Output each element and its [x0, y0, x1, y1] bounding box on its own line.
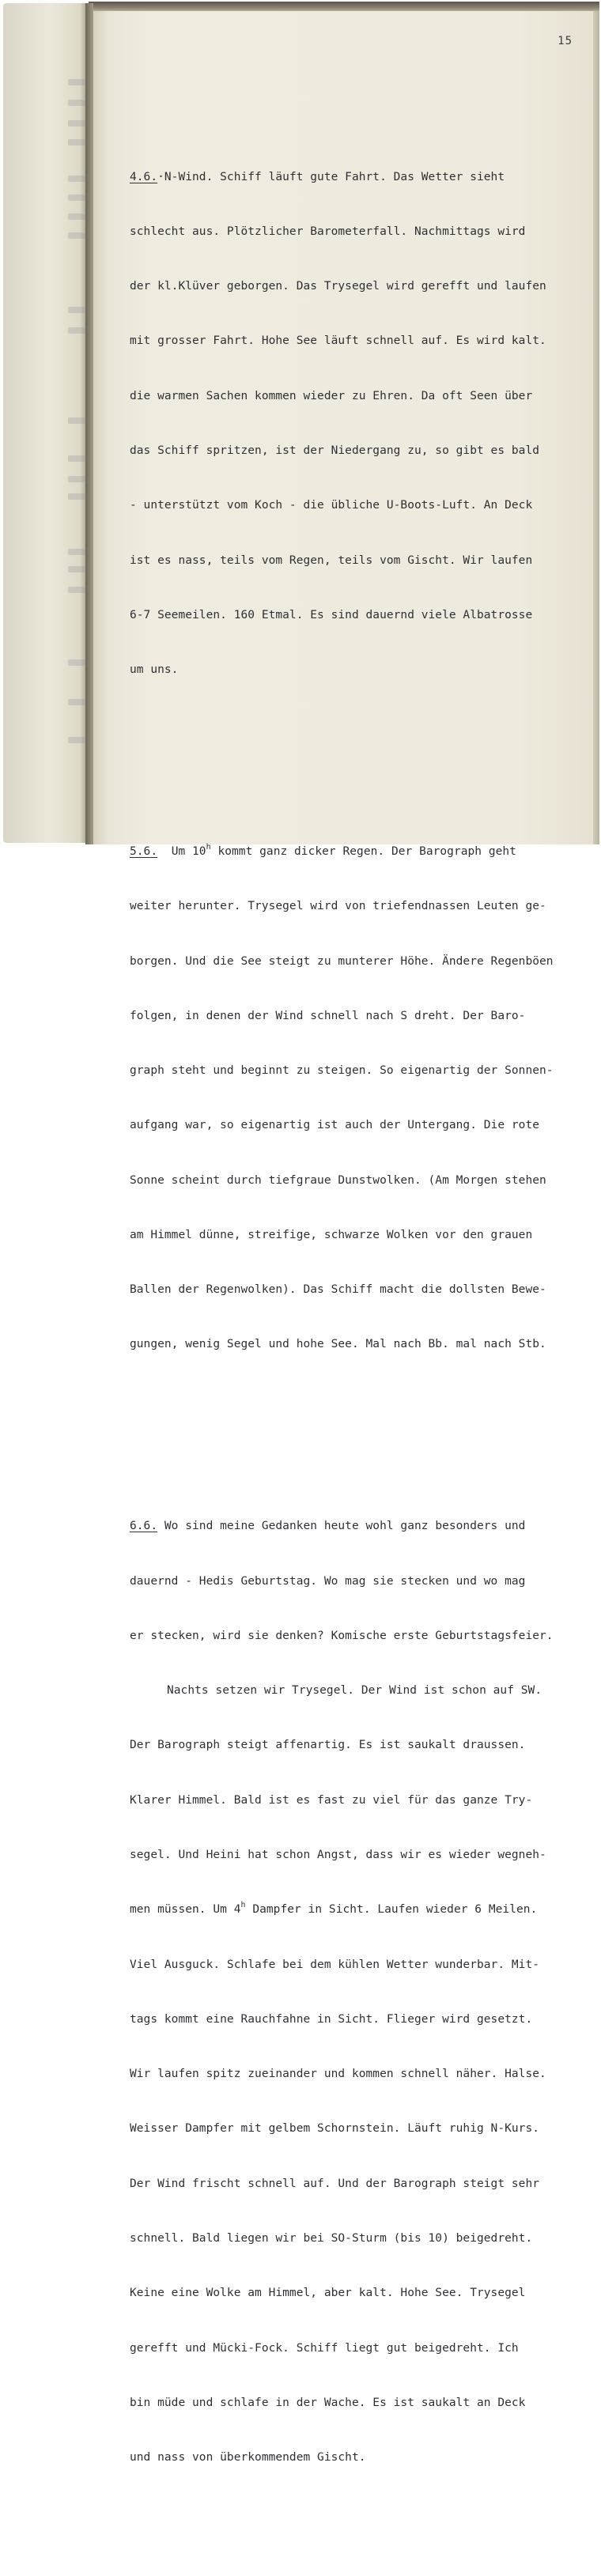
page-number: 15	[558, 35, 573, 47]
text-line: Der Wind frischt schnell auf. Und der Barograph steigt sehr	[130, 2177, 540, 2190]
text-line: weiter herunter. Trysegel wird von triefendnassen Leuten ge-	[130, 900, 546, 913]
diary-page	[89, 11, 593, 2465]
entry-date: 6.6.	[130, 1520, 158, 1533]
text-line: ist es nass, teils vom Regen, teils vom Gischt. Wir laufen	[130, 553, 533, 567]
text-line: 6.6. Wo sind meine Gedanken heute wohl ganz besonders und	[130, 1520, 526, 1533]
text-line: mit grosser Fahrt. Hohe See läuft schnell auf. Es wird kalt.	[130, 334, 546, 348]
text-line: 4.6.·N-Wind. Schiff läuft gute Fahrt. Das Wetter sieht	[130, 170, 505, 183]
text-line: - unterstützt vom Koch - die übliche U-Boots-Luft. An Deck	[130, 499, 533, 512]
entry-4-6	[130, 131, 580, 716]
text-line: Viel Ausguck. Schlafe bei dem kühlen Wetter wunderbar. Mit-	[130, 1958, 540, 1971]
entry-date: 4.6.	[130, 170, 158, 183]
text-line: der kl.Klüver geborgen. Das Trysegel wird gerefft und laufen	[130, 280, 546, 293]
text-line: men müssen. Um 4$^h$ Dampfer in Sicht. Laufen wieder 6 Meilen.	[130, 1901, 538, 1917]
entry-date: 5.6.	[130, 844, 158, 858]
text-line: Der Barograph steigt affenartig. Es ist saukalt draussen.	[130, 1739, 526, 1752]
text-line: und nass von überkommendem Gischt.	[130, 2451, 366, 2465]
text-line: die warmen Sachen kommen wieder zu Ehren. Da oft Seen über	[130, 389, 533, 402]
text-line: folgen, in denen der Wind schnell nach S dreht. Der Baro-	[130, 1009, 526, 1022]
text-line: gerefft und Mücki-Fock. Schiff liegt gut beigedreht. Ich	[130, 2341, 519, 2355]
book-gutter	[85, 3, 93, 844]
text-line: borgen. Und die See steigt zu munterer Höhe. Ändere Regenböen	[130, 954, 554, 968]
entry-6-6	[130, 1481, 580, 2503]
text-line: das Schiff spritzen, ist der Niedergang zu, so gibt es bald	[130, 444, 540, 457]
text-line: um uns.	[130, 663, 179, 677]
text-line: bin müde und schlafe in der Wache. Es ist saukalt an Deck	[130, 2396, 526, 2409]
text-line: schlecht aus. Plötzlicher Barometerfall. Nachmittags wird	[130, 225, 526, 238]
text-line: gungen, wenig Segel und hohe See. Mal nach Bb. mal nach Stb.	[130, 1338, 546, 1351]
text-line: Keine eine Wolke am Himmel, aber kalt. Hohe See. Trysegel	[130, 2287, 526, 2300]
entry-5-6	[130, 806, 580, 1391]
text-line: schnell. Bald liegen wir bei SO-Sturm (bis 10) beigedreht.	[130, 2231, 533, 2245]
text-line: Ballen der Regenwolken). Das Schiff macht die dollsten Bewe-	[130, 1283, 546, 1297]
text-line: aufgang war, so eigenartig ist auch der Untergang. Die rote	[130, 1119, 540, 1132]
facing-page-edge	[3, 3, 89, 843]
text-line: er stecken, wird sie denken? Komische erste Geburtstagsfeier.	[130, 1629, 554, 1642]
text-line: segel. Und Heini hat schon Angst, dass wir es wieder wegneh-	[130, 1849, 546, 1861]
text-line: 5.6. Um 10$^h$ kommt ganz dicker Regen. Der Barograph geht	[130, 842, 516, 858]
text-line: am Himmel dünne, streifige, schwarze Wolken vor den grauen	[130, 1228, 533, 1241]
text-line: Klarer Himmel. Bald ist es fast zu viel für das ganze Try-	[130, 1793, 533, 1807]
diary-text	[130, 59, 580, 2576]
text-line: graph steht und beginnt zu steigen. So eigenartig der Sonnen-	[130, 1064, 554, 1078]
text-line: tags kommt eine Rauchfahne in Sicht. Flieger wird gesetzt.	[130, 2012, 533, 2026]
text-line: Weisser Dampfer mit gelbem Schornstein. Läuft ruhig N-Kurs.	[130, 2122, 540, 2136]
text-line: Nachts setzen wir Trysegel. Der Wind ist schon auf SW.	[167, 1684, 542, 1698]
text-line: 6-7 Seemeilen. 160 Etmal. Es sind dauernd viele Albatrosse	[130, 608, 533, 621]
text-line: Wir laufen spitz zueinander und kommen schnell näher. Halse.	[130, 2068, 546, 2081]
text-line: dauernd - Hedis Geburtstag. Wo mag sie stecken und wo mag	[130, 1574, 526, 1588]
text-line: Sonne scheint durch tiefgraue Dunstwolken. (Am Morgen stehen	[130, 1173, 546, 1187]
